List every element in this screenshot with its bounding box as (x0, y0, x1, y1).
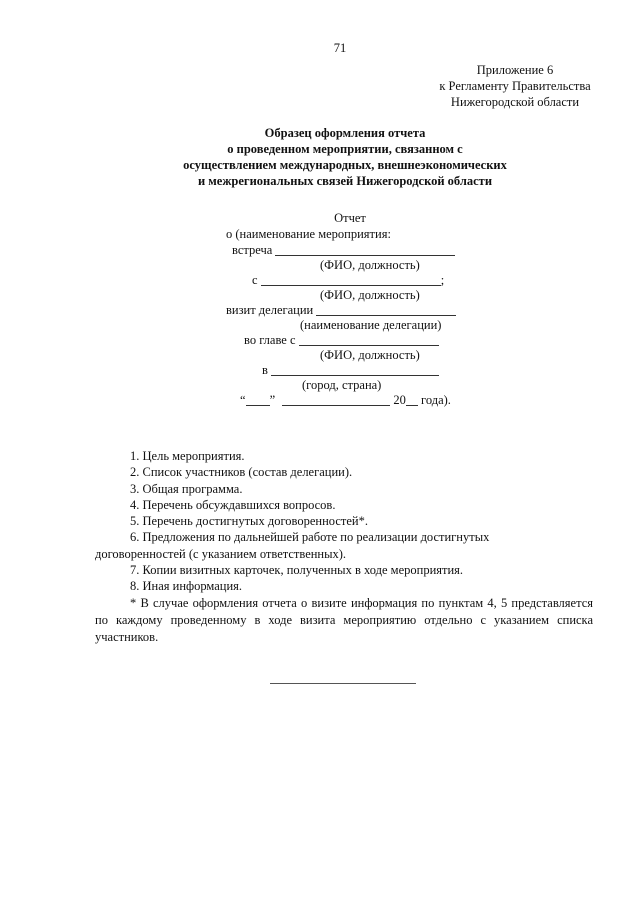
day-blank (246, 393, 270, 406)
list-item: 7. Копии визитных карточек, полученных в ходе мероприятия. (130, 563, 464, 578)
title-line: Образец оформления отчета (264, 126, 426, 140)
fio-caption: (ФИО, должность) (320, 288, 420, 302)
appendix-line: к Регламенту Правительства (439, 79, 591, 93)
list-item: договоренностей (с указанием ответственных). (95, 546, 347, 561)
month-blank (282, 393, 390, 406)
delegation-caption: (наименование делегации) (300, 318, 442, 332)
head-row (244, 332, 439, 348)
list-item: 4. Перечень обсуждавшихся вопросов. (130, 497, 336, 512)
year-blank (406, 393, 418, 406)
list-item: 5. Перечень достигнутых договоренностей*. (130, 514, 368, 529)
fio-caption: (ФИО, должность) (320, 348, 420, 362)
report-title: Отчет (334, 211, 366, 225)
visit-row (226, 302, 456, 318)
meeting-row (232, 242, 455, 258)
head-blank (299, 333, 439, 346)
appendix-line: Приложение 6 (476, 63, 554, 77)
year-suffix: года). (421, 393, 451, 407)
list-item: 2. Список участников (состав делегации). (130, 465, 353, 480)
list-item: 1. Цель мероприятия. (130, 449, 245, 463)
list-item: 6. Предложения по дальнейшей работе по реализации достигнутых (130, 530, 490, 545)
page-number: 71 (333, 41, 347, 55)
with-label: с (252, 273, 258, 287)
with-blank (261, 273, 441, 286)
footnote (95, 595, 593, 646)
visit-blank (316, 303, 456, 316)
footnote-text: * В случае оформления отчета о визите информация по пунктам 4, 5 представляется по каждому проведенному в ходе визита мероприятию отдельно с указанием списка участников. (95, 596, 593, 644)
title-line: и межрегиональных связей Нижегородской области (197, 174, 493, 188)
visit-label: визит делегации (226, 303, 314, 317)
closing-rule (270, 683, 416, 684)
place-blank (271, 363, 439, 376)
semicolon: ; (440, 273, 445, 287)
appendix-header (395, 62, 635, 110)
year-prefix: 20 (393, 393, 406, 407)
report-subheading: о (наименование мероприятия: (226, 227, 391, 241)
report-contents-list (95, 448, 490, 595)
appendix-line: Нижегородской области (450, 95, 580, 109)
meeting-blank (275, 243, 455, 256)
list-item: 8. Иная информация. (130, 579, 243, 594)
date-close-quote: ” (269, 393, 276, 407)
city-caption: (город, страна) (302, 378, 382, 392)
report-heading (200, 210, 500, 226)
date-row (240, 392, 451, 408)
date-open-quote: “ (240, 393, 246, 407)
meeting-label: встреча (232, 243, 273, 257)
fio-caption: (ФИО, должность) (320, 258, 420, 272)
title-line: о проведенном мероприятии, связанном с (227, 142, 463, 156)
list-item: 3. Общая программа. (130, 481, 243, 496)
place-row (262, 362, 439, 378)
head-label: во главе с (244, 333, 296, 347)
with-row (252, 272, 444, 288)
document-title (120, 125, 570, 189)
in-label: в (262, 363, 268, 377)
title-line: осуществлением международных, внешнеэкономических (183, 158, 507, 172)
